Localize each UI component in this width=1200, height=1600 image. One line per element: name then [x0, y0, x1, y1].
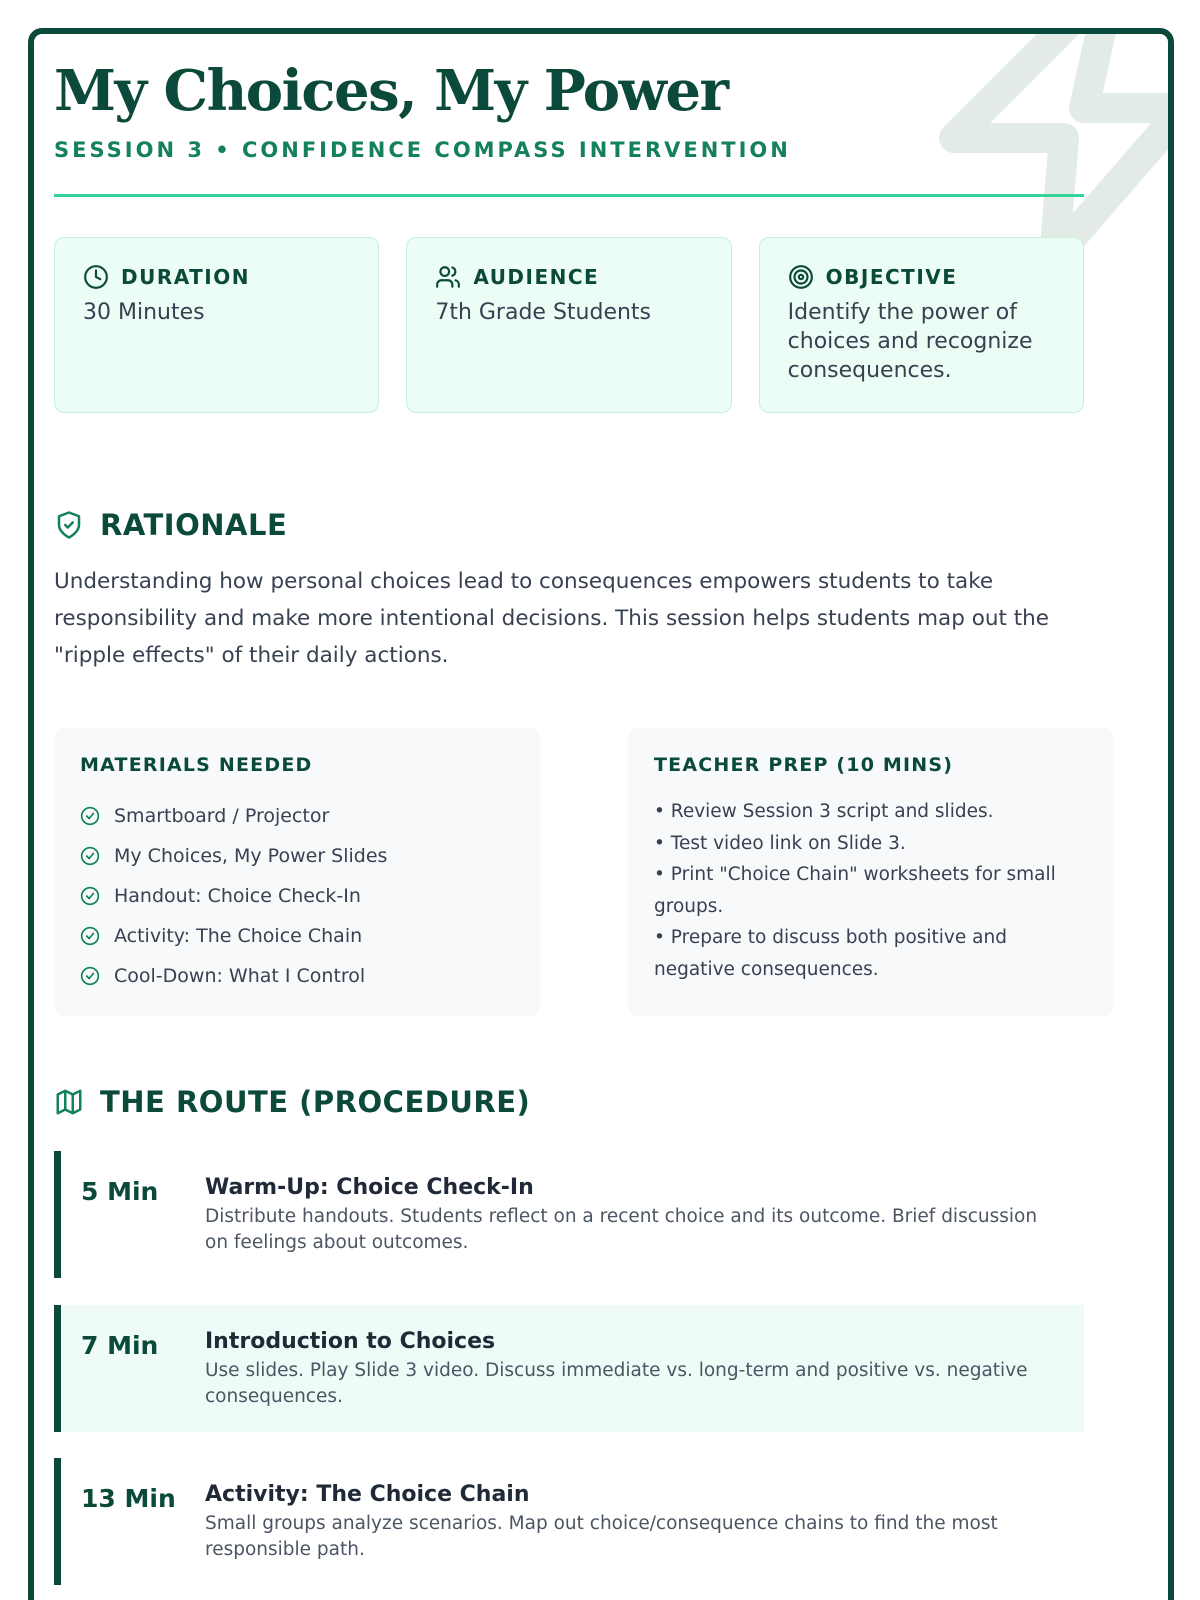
prep-item: • Review Session 3 script and slides. — [654, 801, 994, 822]
card-label: AUDIENCE — [473, 265, 600, 289]
header — [54, 52, 1084, 164]
page-subtitle: SESSION 3 • CONFIDENCE COMPASS INTERVENTION — [54, 138, 791, 162]
list-item — [80, 836, 514, 876]
audience-card — [406, 237, 731, 413]
list-item — [80, 916, 514, 956]
procedure-step — [54, 1458, 1084, 1585]
check-circle-icon — [80, 966, 100, 986]
material-label: Activity: The Choice Chain — [114, 925, 363, 947]
check-circle-icon — [80, 806, 100, 826]
users-icon — [435, 264, 461, 290]
step-time: 13 Min — [81, 1484, 176, 1513]
shield-check-icon — [54, 509, 84, 541]
clock-icon — [83, 264, 109, 290]
rationale-text: Understanding how personal choices lead to consequences empowers students to take responsibility and make more intentional decisions. This session helps students map out the "ripple effects" of their daily actions. — [54, 569, 1050, 668]
prep-item: • Test video link on Slide 3. — [654, 832, 906, 854]
info-cards — [54, 237, 1084, 413]
list-item — [80, 956, 514, 996]
step-time: 7 Min — [81, 1331, 159, 1360]
prep-title: TEACHER PREP (10 MINS) — [654, 754, 954, 776]
step-title: Activity: The Choice Chain — [205, 1482, 530, 1507]
list-item — [80, 876, 514, 916]
card-value: Identify the power of choices and recognize consequences. — [787, 300, 1033, 383]
card-value: 7th Grade Students — [435, 300, 652, 325]
material-label: Smartboard / Projector — [114, 805, 330, 827]
step-title: Introduction to Choices — [205, 1329, 496, 1354]
materials-panel — [54, 728, 540, 1016]
procedure-step — [54, 1305, 1084, 1432]
step-title: Warm-Up: Choice Check-In — [205, 1175, 534, 1200]
check-circle-icon — [80, 846, 100, 866]
target-icon — [788, 264, 814, 290]
duration-card — [54, 237, 379, 413]
step-description: Small groups analyze scenarios. Map out choice/consequence chains to find the most responsible path. — [205, 1513, 998, 1560]
check-circle-icon — [80, 926, 100, 946]
materials-title: MATERIALS NEEDED — [80, 754, 313, 776]
card-label: OBJECTIVE — [825, 265, 958, 289]
rationale-heading — [54, 508, 287, 542]
objective-card — [759, 237, 1084, 413]
step-description: Use slides. Play Slide 3 video. Discuss immediate vs. long-term and positive vs. negative consequences. — [205, 1360, 1028, 1407]
step-description: Distribute handouts. Students reflect on a recent choice and its outcome. Brief discussion on feelings about outcomes. — [205, 1206, 1038, 1253]
procedure-step — [54, 1151, 1084, 1278]
section-title: RATIONALE — [100, 508, 288, 542]
route-heading — [54, 1085, 530, 1119]
prep-item: • Prepare to discuss both positive and negative consequences. — [654, 927, 1007, 980]
check-circle-icon — [80, 886, 100, 906]
card-value: 30 Minutes — [83, 300, 205, 325]
prep-item: • Print "Choice Chain" worksheets for small groups. — [654, 864, 1056, 917]
section-title: THE ROUTE (PROCEDURE) — [100, 1085, 531, 1119]
card-label: DURATION — [121, 265, 250, 289]
teacher-prep-panel — [628, 728, 1114, 1016]
list-item — [80, 796, 514, 836]
page-title: My Choices, My Power — [54, 58, 728, 124]
material-label: Cool-Down: What I Control — [114, 965, 366, 987]
map-icon — [54, 1087, 84, 1117]
material-label: Handout: Choice Check-In — [114, 885, 361, 907]
material-label: My Choices, My Power Slides — [114, 845, 388, 867]
step-time: 5 Min — [81, 1177, 159, 1206]
header-divider — [54, 194, 1084, 197]
